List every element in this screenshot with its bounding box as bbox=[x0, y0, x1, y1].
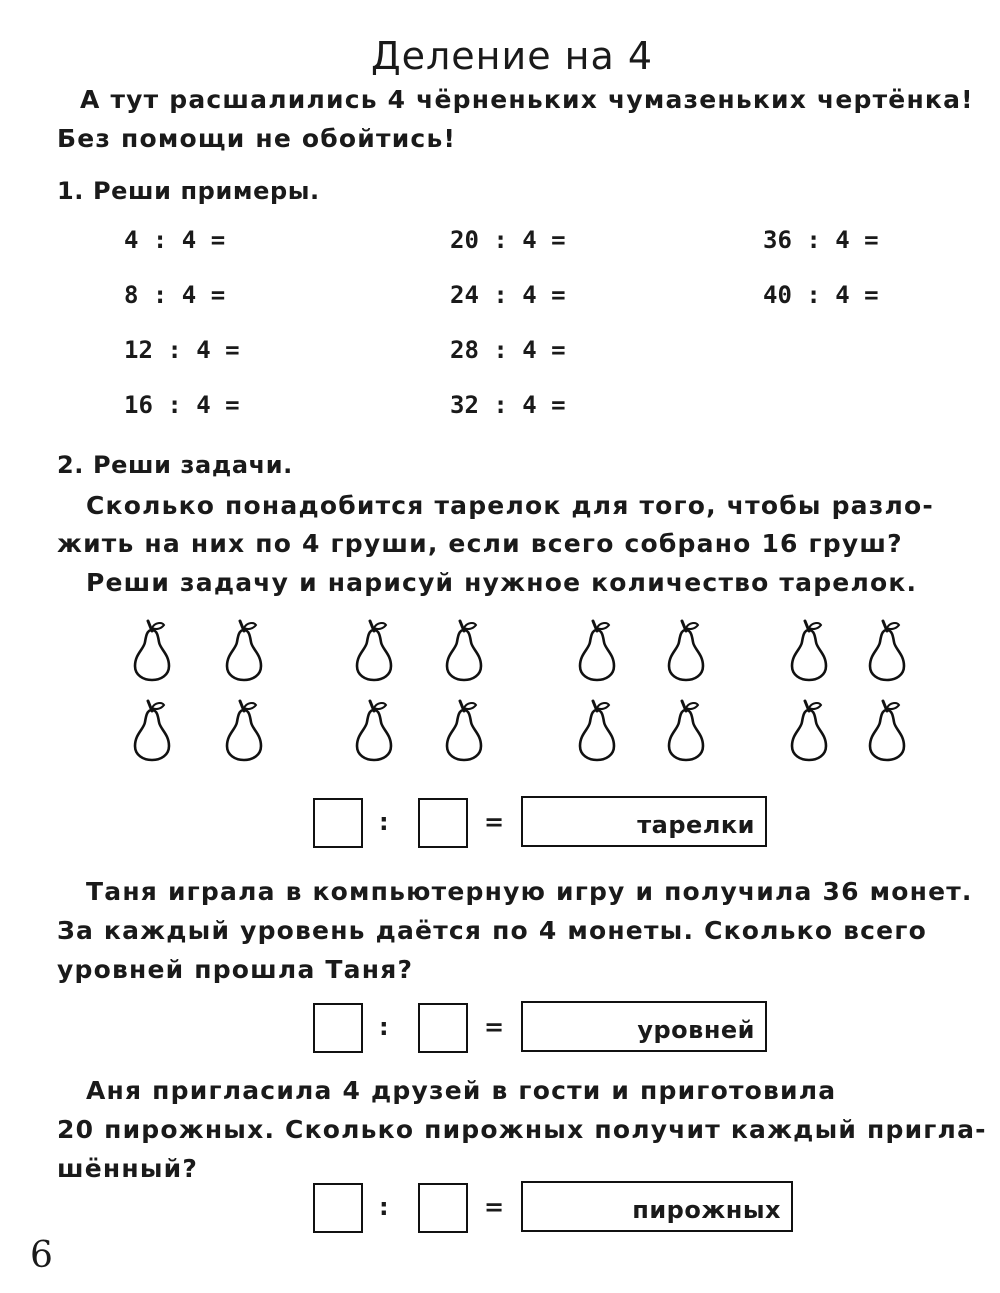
pear-icon bbox=[222, 618, 266, 682]
pear-icon bbox=[664, 618, 708, 682]
page-title: Деление на 4 bbox=[370, 34, 654, 78]
answer-box-1[interactable] bbox=[521, 796, 767, 847]
pear-icon bbox=[442, 698, 486, 762]
example-2: 8 : 4 = bbox=[124, 281, 226, 309]
pear-icon bbox=[865, 698, 909, 762]
divisor-box-2[interactable] bbox=[418, 1003, 468, 1053]
pear-icon bbox=[130, 618, 174, 682]
example-7: 28 : 4 = bbox=[450, 336, 566, 364]
answer-box-3[interactable] bbox=[521, 1181, 793, 1232]
intro-line-1: А тут расшалились 4 чёрненьких чумазеньких чертёнка! bbox=[80, 85, 974, 114]
pear-icon bbox=[787, 618, 831, 682]
equals-sign: = bbox=[484, 1193, 505, 1221]
answer-unit-1: тарелки bbox=[637, 811, 755, 839]
example-3: 12 : 4 = bbox=[124, 336, 240, 364]
problem3-line-1: Аня пригласила 4 друзей в гости и приготовила bbox=[86, 1076, 837, 1105]
problem1-line-2: жить на них по 4 груши, если всего собрано 16 груш? bbox=[57, 529, 903, 558]
dividend-box-2[interactable] bbox=[313, 1003, 363, 1053]
divisor-box-1[interactable] bbox=[418, 798, 468, 848]
pear-icon bbox=[130, 698, 174, 762]
divisor-box-3[interactable] bbox=[418, 1183, 468, 1233]
problem1-line-1: Сколько понадобится тарелок для того, чтобы разло- bbox=[86, 491, 934, 520]
example-10: 40 : 4 = bbox=[763, 281, 879, 309]
intro-line-2: Без помощи не обойтись! bbox=[57, 124, 457, 153]
page-number: 6 bbox=[30, 1235, 53, 1276]
problem1-line-3: Реши задачу и нарисуй нужное количество тарелок. bbox=[86, 568, 918, 597]
pear-icon bbox=[575, 698, 619, 762]
problem2-line-3: уровней прошла Таня? bbox=[57, 955, 414, 984]
example-4: 16 : 4 = bbox=[124, 391, 240, 419]
pear-icon bbox=[865, 618, 909, 682]
example-6: 24 : 4 = bbox=[450, 281, 566, 309]
problem3-line-2: 20 пирожных. Сколько пирожных получит каждый пригла- bbox=[57, 1115, 987, 1144]
example-1: 4 : 4 = bbox=[124, 226, 226, 254]
answer-unit-2: уровней bbox=[637, 1016, 755, 1044]
pear-icon bbox=[787, 698, 831, 762]
equals-sign: = bbox=[484, 1013, 505, 1041]
problem2-line-1: Таня играла в компьютерную игру и получила 36 монет. bbox=[86, 877, 973, 906]
division-sign: : bbox=[379, 808, 389, 836]
pear-icon bbox=[222, 698, 266, 762]
division-sign: : bbox=[379, 1193, 389, 1221]
problem2-line-2: За каждый уровень даётся по 4 монеты. Сколько всего bbox=[57, 916, 927, 945]
pear-icon bbox=[442, 618, 486, 682]
pear-icon bbox=[352, 618, 396, 682]
answer-box-2[interactable] bbox=[521, 1001, 767, 1052]
task1-heading: 1. Реши примеры. bbox=[57, 177, 320, 205]
problem3-line-3: шённый? bbox=[57, 1154, 199, 1183]
answer-unit-3: пирожных bbox=[632, 1196, 781, 1224]
task2-heading: 2. Реши задачи. bbox=[57, 451, 293, 479]
dividend-box-1[interactable] bbox=[313, 798, 363, 848]
pear-icon bbox=[352, 698, 396, 762]
example-9: 36 : 4 = bbox=[763, 226, 879, 254]
equals-sign: = bbox=[484, 808, 505, 836]
pear-icon bbox=[664, 698, 708, 762]
dividend-box-3[interactable] bbox=[313, 1183, 363, 1233]
pear-icon bbox=[575, 618, 619, 682]
example-5: 20 : 4 = bbox=[450, 226, 566, 254]
example-8: 32 : 4 = bbox=[450, 391, 566, 419]
division-sign: : bbox=[379, 1013, 389, 1041]
